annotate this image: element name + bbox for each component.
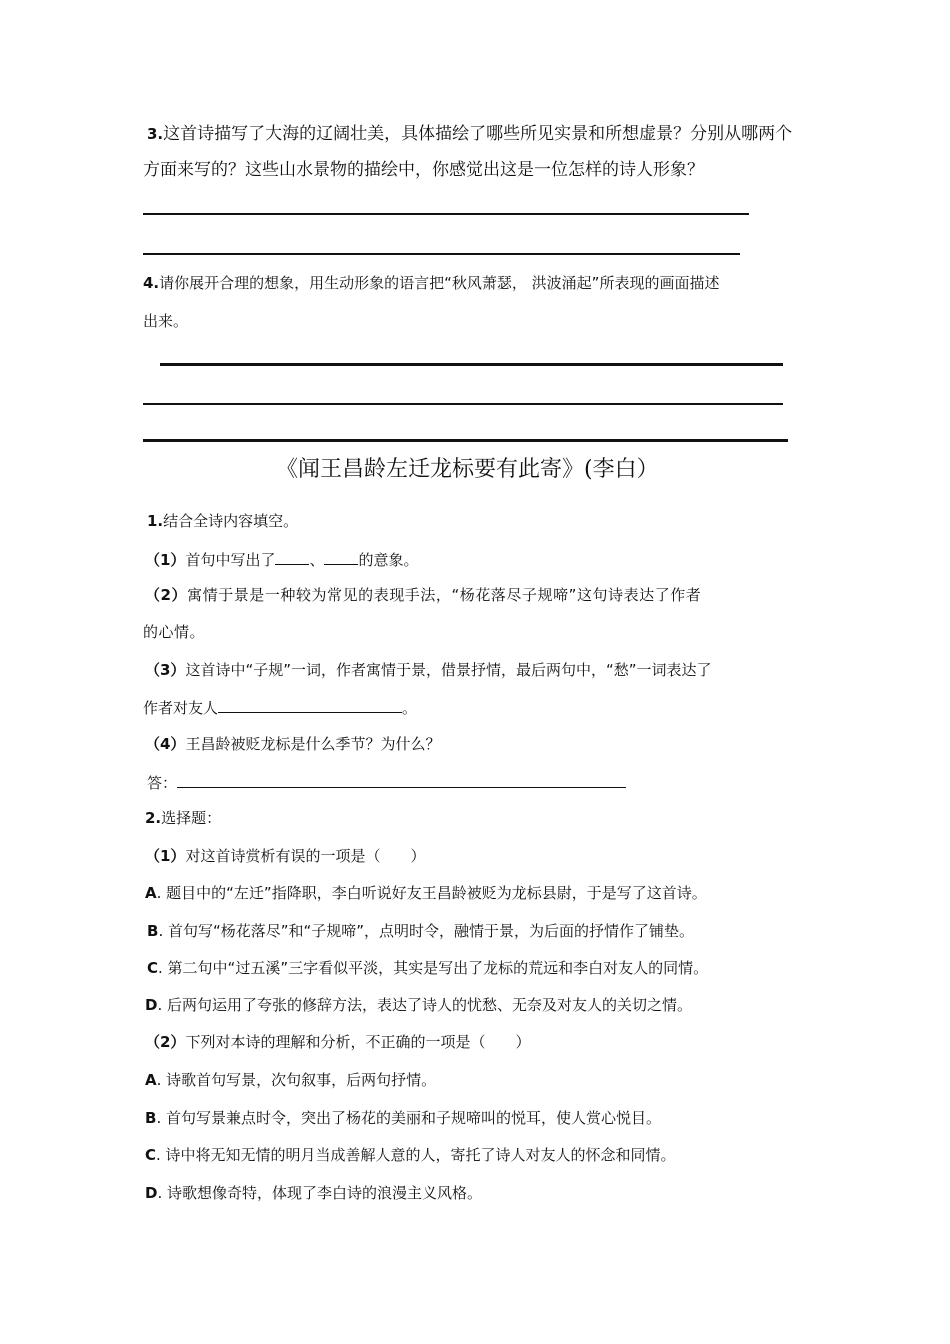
q3-line1 (147, 124, 792, 144)
answer-line[interactable] (143, 213, 749, 215)
q3-line2: 方面来写的？这些山水景物的描绘中，你感觉出这是一位怎样的诗人形象？ (143, 160, 704, 180)
q1-number: （1） (145, 847, 186, 865)
option-letter: B (147, 922, 159, 940)
answer-label: 答： (147, 774, 178, 792)
q3-number: 3. (147, 125, 164, 143)
q1-option[interactable] (145, 883, 707, 903)
answer-line[interactable] (143, 403, 783, 405)
q2-option[interactable] (145, 1070, 436, 1090)
part2-number: 2. (145, 809, 162, 827)
option-text: . 后两句运用了夸张的修辞方法，表达了诗人的忧愁、无奈及对友人的关切之情。 (157, 996, 692, 1014)
part2-q1 (145, 846, 425, 866)
fill-blank[interactable] (218, 696, 402, 713)
part1-number: 1. (147, 512, 164, 530)
q2-option[interactable] (145, 1145, 676, 1165)
option-text: . 首句写“杨花落尽”和“子规啼”，点明时令，融情于景，为后面的抒情作了铺垫。 (158, 922, 695, 940)
sub2-number: （2） (145, 586, 188, 604)
sub4-number: （4） (145, 735, 186, 753)
q4-text-1: 请你展开合理的想象，用生动形象的语言把“秋风萧瑟， 洪波涌起”所表现的画面描述 (159, 274, 720, 292)
sub1-text-b: 的意象。 (358, 551, 419, 569)
part1-sub3-line2 (143, 696, 417, 718)
sub3-text-2a: 作者对友人 (143, 699, 219, 717)
part1-sub1 (145, 548, 418, 570)
option-letter: B (145, 1109, 157, 1127)
q1-option[interactable] (145, 995, 692, 1015)
option-letter: C (147, 959, 159, 977)
part1-sub3-line1 (145, 660, 712, 680)
option-text: . 诗中将无知无情的明月当成善解人意的人，寄托了诗人对友人的怀念和同情。 (156, 1146, 676, 1164)
part1-answer (147, 771, 626, 793)
q2-number: （2） (145, 1033, 186, 1051)
q1-text: 对这首诗赏析有误的一项是（ ） (185, 847, 426, 865)
fill-blank[interactable] (275, 548, 309, 565)
q2-option[interactable] (145, 1108, 661, 1128)
part1-heading (147, 511, 298, 531)
sub2-text-1: 寓情于景是一种较为常见的表现手法，“杨花落尽子规啼”这句诗表达了作者 (187, 586, 702, 604)
option-letter: D (145, 1184, 158, 1202)
part1-sub2-line2: 的心情。 (143, 623, 206, 641)
sub3-text-2b: 。 (402, 699, 418, 717)
sub4-text: 王昌龄被贬龙标是什么季节？为什么？ (185, 735, 441, 753)
option-letter: D (145, 996, 158, 1014)
sub3-number: （3） (145, 661, 186, 679)
answer-line[interactable] (143, 439, 788, 442)
part2-heading-text: 选择题： (161, 809, 222, 827)
q2-text: 下列对本诗的理解和分析，不正确的一项是（ ） (185, 1033, 531, 1051)
q1-option[interactable] (147, 958, 708, 978)
part2-heading (145, 808, 221, 828)
sub1-text-a: 首句中写出了 (185, 551, 276, 569)
answer-line[interactable] (143, 253, 740, 255)
sub1-sep: 、 (309, 551, 325, 569)
sub3-text-1: 这首诗中“子规”一词，作者寓情于景，借景抒情，最后两句中，“愁”一词表达了 (185, 661, 712, 679)
option-text: . 第二句中“过五溪”三字看似平淡，其实是写出了龙标的荒远和李白对友人的同情。 (158, 959, 709, 977)
part2-q2 (145, 1032, 530, 1052)
fill-blank[interactable] (177, 771, 626, 788)
q4-number: 4. (143, 274, 160, 292)
option-text: . 诗歌首句写景，次句叙事，后两句抒情。 (156, 1071, 437, 1089)
option-text: . 题目中的“左迁”指降职，李白听说好友王昌龄被贬为龙标县尉，于是写了这首诗。 (156, 884, 707, 902)
answer-line[interactable] (160, 363, 783, 366)
part1-heading-text: 结合全诗内容填空。 (163, 512, 299, 530)
part1-sub4 (145, 734, 440, 754)
part1-sub2-line1 (145, 585, 701, 605)
option-text: . 诗歌想像奇特，体现了李白诗的浪漫主义风格。 (157, 1184, 482, 1202)
q3-text-1: 这首诗描写了大海的辽阔壮美，具体描绘了哪些所见实景和所想虚景？分别从哪两个 (163, 124, 793, 144)
q2-option[interactable] (145, 1183, 482, 1203)
fill-blank[interactable] (324, 548, 358, 565)
option-text: . 首句写景兼点时令，突出了杨花的美丽和子规啼叫的悦耳，使人赏心悦目。 (156, 1109, 661, 1127)
option-letter: C (145, 1146, 157, 1164)
q1-option[interactable] (147, 921, 694, 941)
poem-title: 《闻王昌龄左迁龙标要有此寄》(李白） (276, 457, 659, 482)
q4-line2: 出来。 (143, 312, 189, 330)
option-letter: A (145, 1071, 157, 1089)
option-letter: A (145, 884, 157, 902)
sub1-number: （1） (145, 551, 186, 569)
q4-line1 (143, 273, 719, 293)
